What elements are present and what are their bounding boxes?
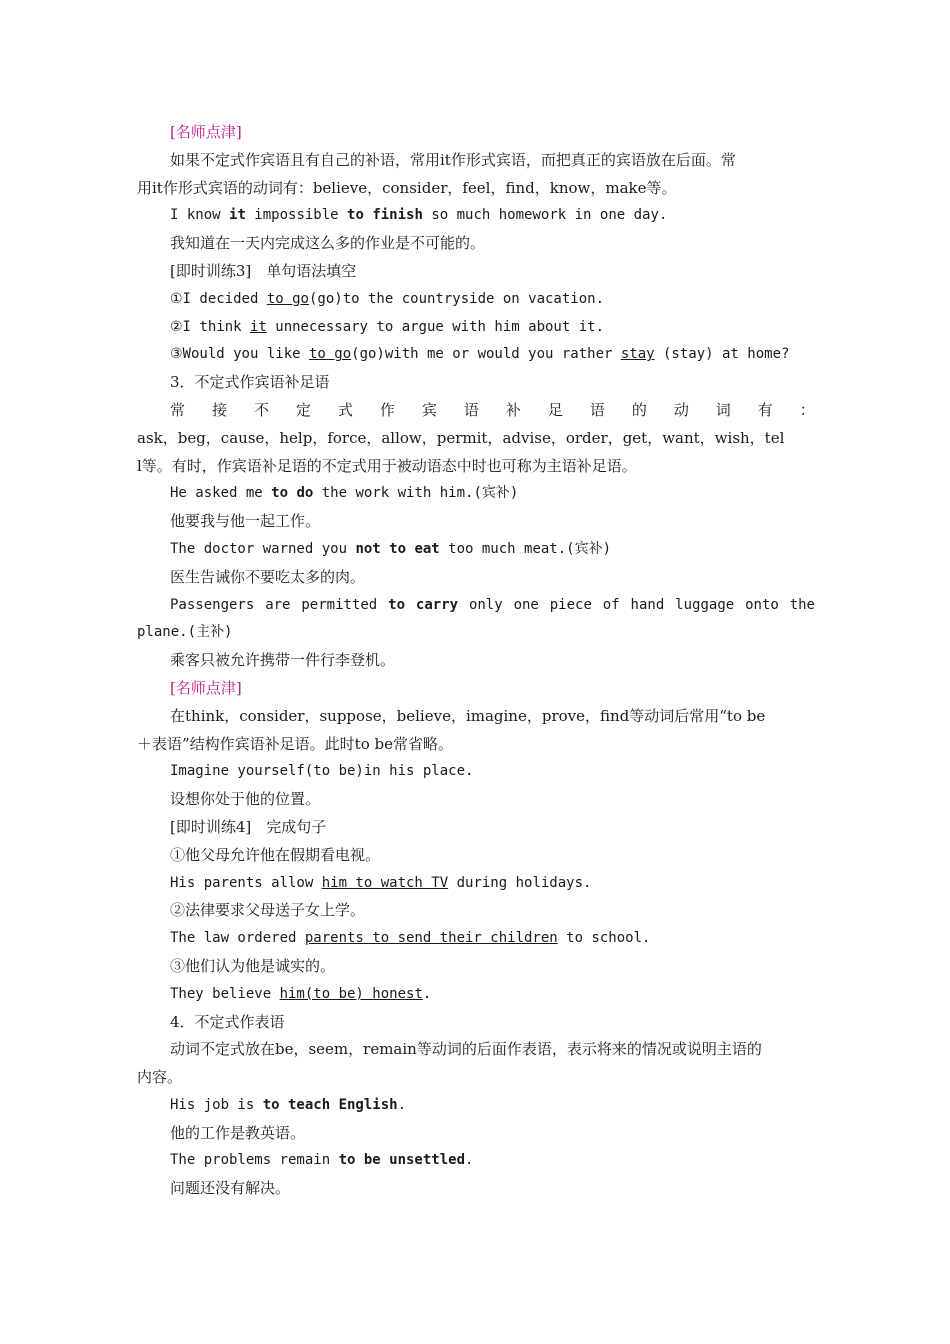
tip-tag: [名师点津] bbox=[170, 123, 242, 141]
answer: parents to send their children bbox=[304, 930, 558, 947]
section-text: 内容。 bbox=[137, 1068, 183, 1087]
section-heading: 3．不定式作宾语补足语 bbox=[170, 373, 330, 392]
example-sentence: His job is to teach English. bbox=[170, 1096, 407, 1113]
tip-text: 用it作形式宾语的动词有：believe，consider，feel，find，know，make等。 bbox=[137, 178, 677, 197]
tip-tag: [名师点津] bbox=[170, 678, 242, 697]
example-sentence: The problems remain to be unsettled. bbox=[170, 1152, 474, 1169]
example-translation: 设想你处于他的位置。 bbox=[170, 790, 321, 809]
practice-question: ②I think it unnecessary to argue with him about it. bbox=[170, 318, 604, 335]
example-sentence: He asked me to do the work with him.(宾补) bbox=[170, 485, 519, 502]
answer: stay bbox=[620, 346, 655, 363]
practice-question: ③Would you like to go(go)with me or would you rather stay (stay) at home? bbox=[170, 346, 790, 363]
practice-title: [即时训练4] 完成句子 bbox=[170, 817, 327, 836]
practice-title: [即时训练3] 单句语法填空 bbox=[170, 261, 357, 280]
example-sentence: Passengers are permitted to carry only one piece of hand luggage onto the bbox=[170, 596, 815, 613]
section-intro: l等。有时，作宾语补足语的不定式用于被动语态中时也可称为主语补足语。 bbox=[137, 456, 637, 475]
example-sentence-continued: plane.(主补) bbox=[137, 624, 233, 641]
answer: to go bbox=[308, 346, 352, 363]
example-translation: 他的工作是教英语。 bbox=[170, 1123, 306, 1142]
practice-answer-line: The law ordered parents to send their children to school. bbox=[170, 930, 651, 947]
practice-prompt: ①他父母允许他在假期看电视。 bbox=[170, 845, 381, 864]
tip-text: 在think，consider，suppose，believe，imagine，prove，find等动词后常用“to be bbox=[170, 706, 766, 725]
practice-answer-line: His parents allow him to watch TV during holidays. bbox=[170, 874, 592, 891]
example-sentence: Imagine yourself(to be)in his place. bbox=[170, 763, 474, 780]
example-translation: 他要我与他一起工作。 bbox=[170, 512, 321, 531]
practice-answer-line: They believe him(to be) honest. bbox=[170, 985, 432, 1002]
tip-text: ＋表语”结构作宾语补足语。此时to be常省略。 bbox=[137, 734, 453, 753]
answer: it bbox=[249, 318, 267, 335]
answer: to go bbox=[266, 290, 309, 307]
section-heading: 4．不定式作表语 bbox=[170, 1012, 285, 1031]
practice-question: ①I decided to go(go)to the countryside on vacation. bbox=[170, 290, 605, 307]
practice-prompt: ②法律要求父母送子女上学。 bbox=[170, 901, 366, 920]
answer: him(to be) honest bbox=[279, 985, 423, 1002]
example-translation: 医生告诫你不要吃太多的肉。 bbox=[170, 567, 366, 586]
practice-prompt: ③他们认为他是诚实的。 bbox=[170, 956, 336, 975]
example-sentence: The doctor warned you not to eat too much meat.(宾补) bbox=[170, 540, 612, 557]
example-sentence: I know it impossible to finish so much homework in one day. bbox=[170, 207, 668, 224]
section-intro: ask，beg，cause，help，force，allow，permit，advise，order，get，want，wish，tel bbox=[137, 428, 785, 447]
example-translation: 问题还没有解决。 bbox=[170, 1179, 291, 1198]
section-intro-spread: 常 接 不 定 式 作 宾 语 补 足 语 的 动 词 有 ： bbox=[170, 400, 815, 419]
example-translation: 乘客只被允许携带一件行李登机。 bbox=[170, 651, 396, 670]
section-text: 动词不定式放在be，seem，remain等动词的后面作表语，表示将来的情况或说明主语的 bbox=[170, 1040, 762, 1059]
example-translation: 我知道在一天内完成这么多的作业是不可能的。 bbox=[170, 234, 486, 253]
document-page bbox=[137, 119, 815, 1203]
tip-text: 如果不定式作宾语且有自己的补语，常用it作形式宾语，而把真正的宾语放在后面。常 bbox=[170, 150, 736, 169]
answer: him to watch TV bbox=[321, 874, 449, 891]
